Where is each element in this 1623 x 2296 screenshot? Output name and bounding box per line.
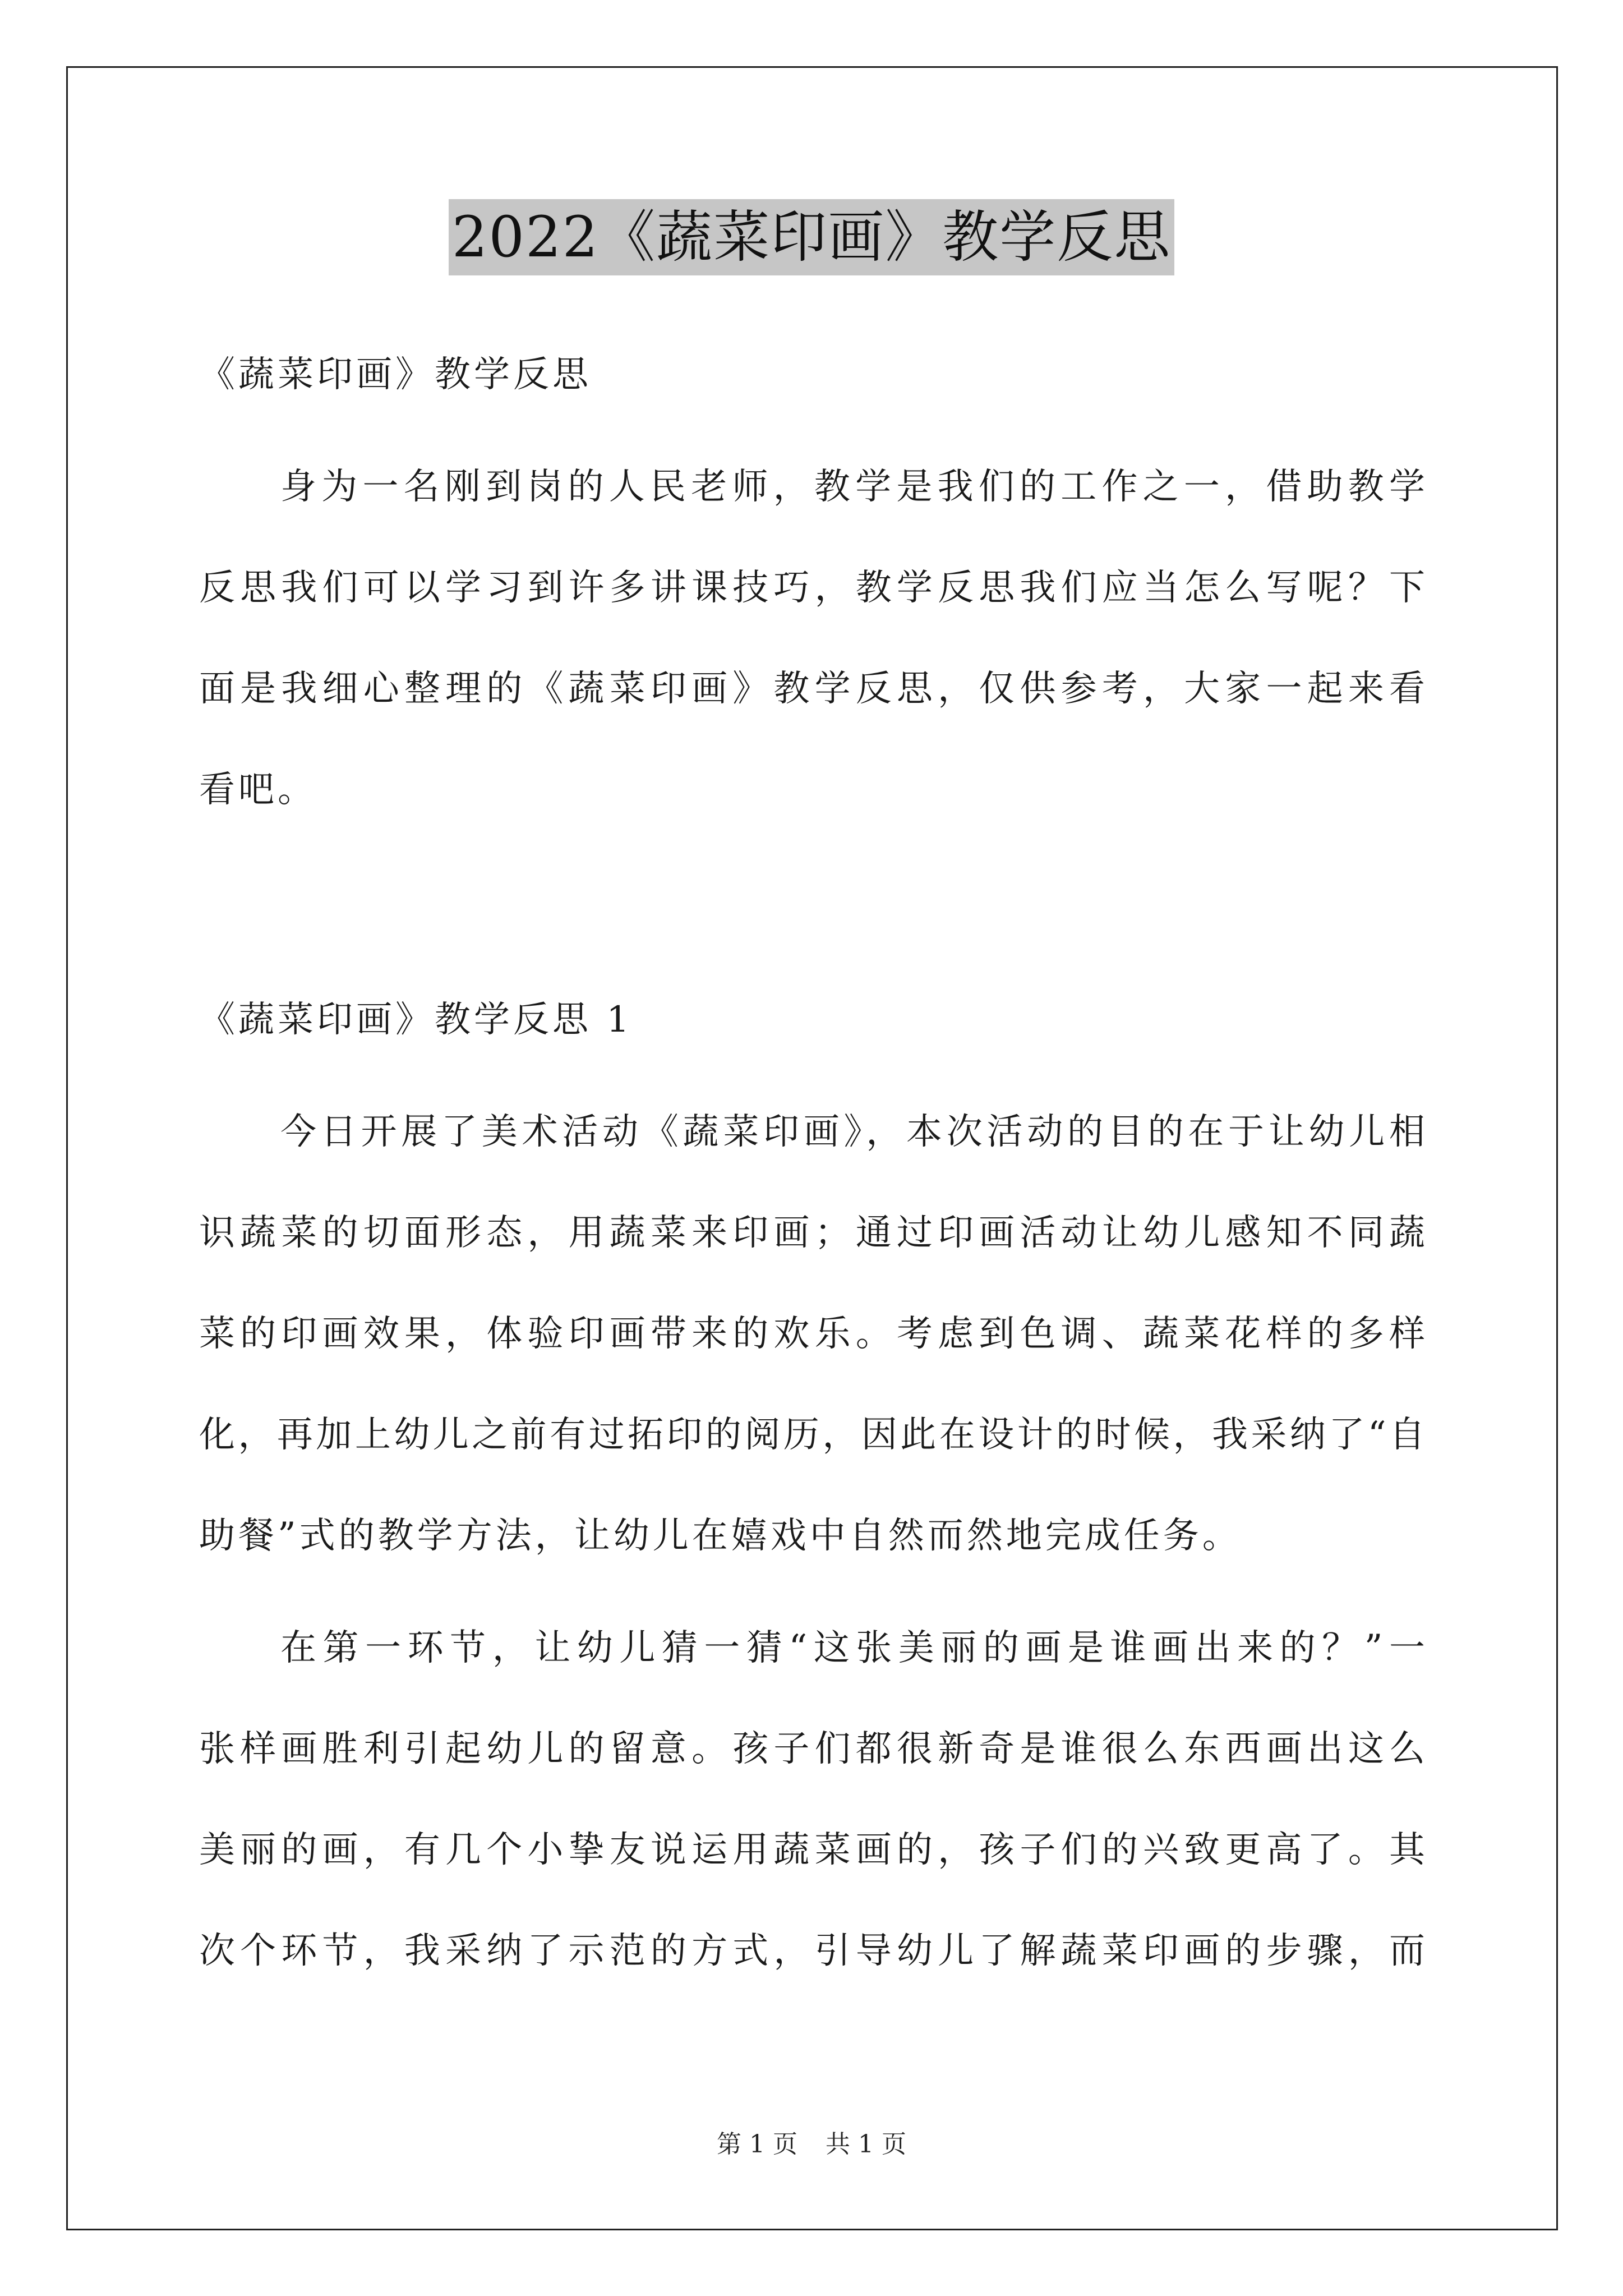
intro-line: 面是我细心整理的《蔬菜印画》教学反思，仅供参考，大家一起来看: [199, 668, 1425, 710]
paragraph-line: 在第一环节，让幼儿猜一猜“这张美丽的画是谁画出来的？”一: [280, 1627, 1425, 1669]
paragraph-line: 化，再加上幼儿之前有过拓印的阅历，因此在设计的时候，我采纳了“自: [199, 1414, 1425, 1456]
paragraph-line: 今日开展了美术活动《蔬菜印画》，本次活动的目的在于让幼儿相: [280, 1111, 1425, 1153]
intro-line: 反思我们可以学习到许多讲课技巧，教学反思我们应当怎么写呢？下: [199, 567, 1425, 609]
section-heading: 《蔬菜印画》教学反思 1: [199, 999, 633, 1041]
paragraph-line: 助餐”式的教学方法，让幼儿在嬉戏中自然而然地完成任务。: [199, 1515, 1242, 1557]
page-number: 第 1 页: [717, 2130, 797, 2159]
title-container: [0, 199, 1623, 275]
paragraph-line: 张样画胜利引起幼儿的留意。孩子们都很新奇是谁很么东西画出这么: [199, 1728, 1425, 1770]
paragraph-line: 菜的印画效果，体验印画带来的欢乐。考虑到色调、蔬菜花样的多样: [199, 1313, 1425, 1355]
page-footer: [0, 2128, 1623, 2161]
paragraph-line: 识蔬菜的切面形态，用蔬菜来印画；通过印画活动让幼儿感知不同蔬: [199, 1212, 1425, 1254]
paragraph-line: 美丽的画，有几个小挚友说运用蔬菜画的，孩子们的兴致更高了。其: [199, 1829, 1425, 1871]
intro-line: 身为一名刚到岗的人民老师，教学是我们的工作之一，借助教学: [280, 466, 1425, 508]
intro-line: 看吧。: [199, 769, 317, 811]
document-subtitle: 《蔬菜印画》教学反思: [199, 354, 592, 395]
page-total: 共 1 页: [826, 2130, 906, 2159]
paragraph-line: 次个环节，我采纳了示范的方式，引导幼儿了解蔬菜印画的步骤，而: [199, 1930, 1425, 1972]
document-title: 2022《蔬菜印画》教学反思: [449, 199, 1175, 275]
